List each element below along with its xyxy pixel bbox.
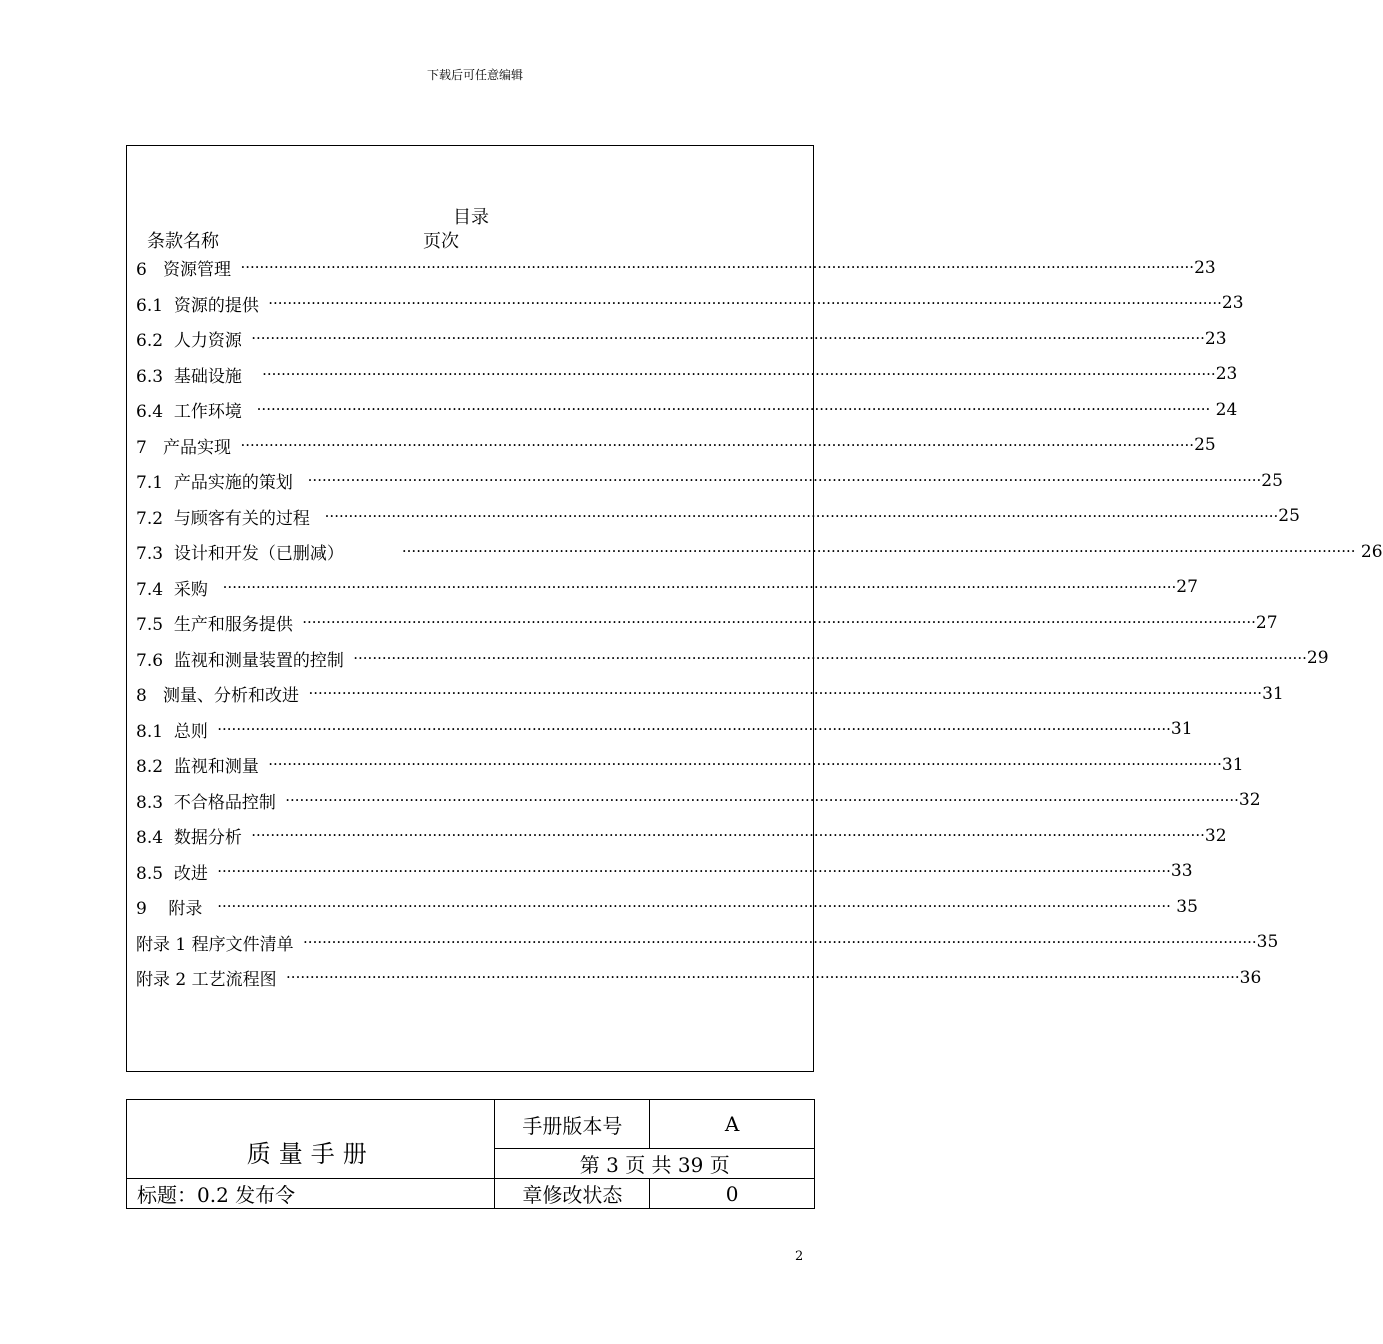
toc-leader-dots: ········································································································································································································ xyxy=(286,968,1240,987)
toc-leader-dots: ········································································································································································································ xyxy=(251,329,1205,348)
toc-entry-label: 8.4 数据分析 xyxy=(136,828,248,849)
toc-title: 目录 xyxy=(453,207,489,228)
manual-title: 质量手册 xyxy=(127,1100,495,1179)
toc-entry xyxy=(136,641,1329,677)
toc-entry-label: 6 资源管理 xyxy=(136,260,237,281)
toc-entry-page: 32 xyxy=(1238,790,1261,811)
toc-leader-dots: ········································································································································································································ xyxy=(240,258,1195,277)
toc-leader-dots: ········································································································································································································ xyxy=(256,400,1211,419)
toc-entry-page: 23 xyxy=(1215,364,1238,385)
toc-entry-label: 8.2 监视和测量 xyxy=(136,757,265,778)
toc-entry xyxy=(136,960,1262,996)
toc-entry xyxy=(136,889,1198,925)
toc-entry-page: 29 xyxy=(1306,648,1329,669)
toc-entry xyxy=(136,712,1193,748)
toc-entry xyxy=(136,676,1284,712)
toc-entry-page: 27 xyxy=(1176,577,1198,598)
toc-entry-label: 7.6 监视和测量装置的控制 xyxy=(136,650,350,671)
toc-entry xyxy=(136,286,1244,322)
toc-box xyxy=(126,145,1383,1072)
chapter-status-value: 0 xyxy=(650,1179,815,1209)
toc-entry xyxy=(136,392,1238,428)
subject: 标题：0.2 发布令 xyxy=(127,1179,495,1209)
header-note: 下载后可任意编辑 xyxy=(426,68,523,82)
toc-entry xyxy=(136,925,1279,961)
footer-table xyxy=(126,1099,815,1209)
chapter-status-label: 章修改状态 xyxy=(495,1179,650,1209)
toc-entry-page: 25 xyxy=(1194,435,1216,456)
toc-leader-dots: ········································································································································································································ xyxy=(217,897,1171,916)
toc-entry-page: 25 xyxy=(1278,506,1300,527)
page-number: 2 xyxy=(795,1249,804,1264)
toc-entry-page: 35 xyxy=(1170,896,1198,917)
toc-entry xyxy=(136,534,1383,570)
toc-list xyxy=(136,250,1383,996)
toc-entry-label: 附录 2 工艺流程图 xyxy=(136,970,283,991)
toc-leader-dots: ········································································································································································································ xyxy=(217,861,1171,880)
toc-entry xyxy=(136,499,1300,535)
toc-entry xyxy=(136,605,1278,641)
toc-entry-label: 7.5 生产和服务提供 xyxy=(136,615,299,636)
toc-entry-page: 31 xyxy=(1221,754,1244,775)
toc-entry xyxy=(136,747,1244,783)
toc-leader-dots: ········································································································································································································ xyxy=(240,435,1195,454)
toc-leader-dots: ········································································································································································································ xyxy=(307,471,1262,490)
toc-entry-label: 7 产品实现 xyxy=(136,437,237,458)
toc-leader-dots: ········································································································································································································ xyxy=(251,826,1205,845)
toc-entry-label: 9 附录 xyxy=(136,899,214,920)
toc-entry-label: 7.1 产品实施的策划 xyxy=(136,473,304,494)
toc-entry xyxy=(136,783,1261,819)
toc-entry-page: 24 xyxy=(1210,399,1238,420)
toc-entry-page: 26 xyxy=(1355,541,1383,562)
toc-entry xyxy=(136,321,1227,357)
toc-leader-dots: ········································································································································································································ xyxy=(262,364,1216,383)
toc-entry-page: 31 xyxy=(1262,683,1284,704)
toc-leader-dots: ········································································································································································································ xyxy=(268,293,1222,312)
toc-entry-page: 36 xyxy=(1239,967,1262,988)
toc-entry xyxy=(136,428,1216,464)
toc-leader-dots: ········································································································································································································ xyxy=(217,719,1171,738)
toc-entry-page: 23 xyxy=(1221,293,1244,314)
toc-entry-label: 7.4 采购 xyxy=(136,579,219,600)
toc-leader-dots: ········································································································································································································ xyxy=(222,577,1177,596)
version-value: A xyxy=(650,1100,815,1149)
toc-leader-dots: ········································································································································································································ xyxy=(302,613,1256,632)
toc-leader-dots: ········································································································································································································ xyxy=(308,684,1263,703)
toc-entry-page: 31 xyxy=(1170,719,1193,740)
toc-entry xyxy=(136,357,1238,393)
toc-leader-dots: ········································································································································································································ xyxy=(353,648,1307,667)
toc-entry xyxy=(136,818,1227,854)
toc-col-page-heading: 页次 xyxy=(423,231,459,252)
toc-entry-page: 23 xyxy=(1194,257,1216,278)
toc-entry-label: 6.3 基础设施 xyxy=(136,366,259,387)
toc-entry-label: 6.1 资源的提供 xyxy=(136,295,265,316)
toc-entry-label: 7.2 与顾客有关的过程 xyxy=(136,508,321,529)
toc-entry xyxy=(136,250,1216,286)
toc-entry-label: 6.4 工作环境 xyxy=(136,402,253,423)
toc-entry-page: 27 xyxy=(1255,612,1278,633)
toc-leader-dots: ········································································································································································································ xyxy=(285,790,1239,809)
toc-col-name-heading: 条款名称 xyxy=(147,231,219,252)
toc-leader-dots: ········································································································································································································ xyxy=(303,932,1257,951)
toc-entry-page: 32 xyxy=(1204,825,1227,846)
toc-entry-label: 8.3 不合格品控制 xyxy=(136,792,282,813)
toc-leader-dots: ········································································································································································································ xyxy=(401,542,1356,561)
page-info: 第 3 页 共 39 页 xyxy=(495,1149,815,1179)
toc-leader-dots: ········································································································································································································ xyxy=(324,506,1279,525)
toc-entry-label: 附录 1 程序文件清单 xyxy=(136,934,300,955)
toc-entry-label: 7.3 设计和开发（已删减） xyxy=(136,544,398,565)
toc-entry-label: 8.5 改进 xyxy=(136,863,214,884)
toc-entry-label: 8.1 总则 xyxy=(136,721,214,742)
toc-entry xyxy=(136,463,1283,499)
toc-entry-page: 23 xyxy=(1204,328,1227,349)
toc-entry xyxy=(136,570,1198,606)
version-label: 手册版本号 xyxy=(495,1100,650,1149)
toc-entry xyxy=(136,854,1193,890)
toc-entry-page: 25 xyxy=(1261,470,1283,491)
toc-entry-page: 35 xyxy=(1256,932,1279,953)
toc-entry-label: 6.2 人力资源 xyxy=(136,331,248,352)
toc-entry-label: 8 测量、分析和改进 xyxy=(136,686,305,707)
toc-leader-dots: ········································································································································································································ xyxy=(268,755,1222,774)
toc-entry-page: 33 xyxy=(1170,861,1193,882)
